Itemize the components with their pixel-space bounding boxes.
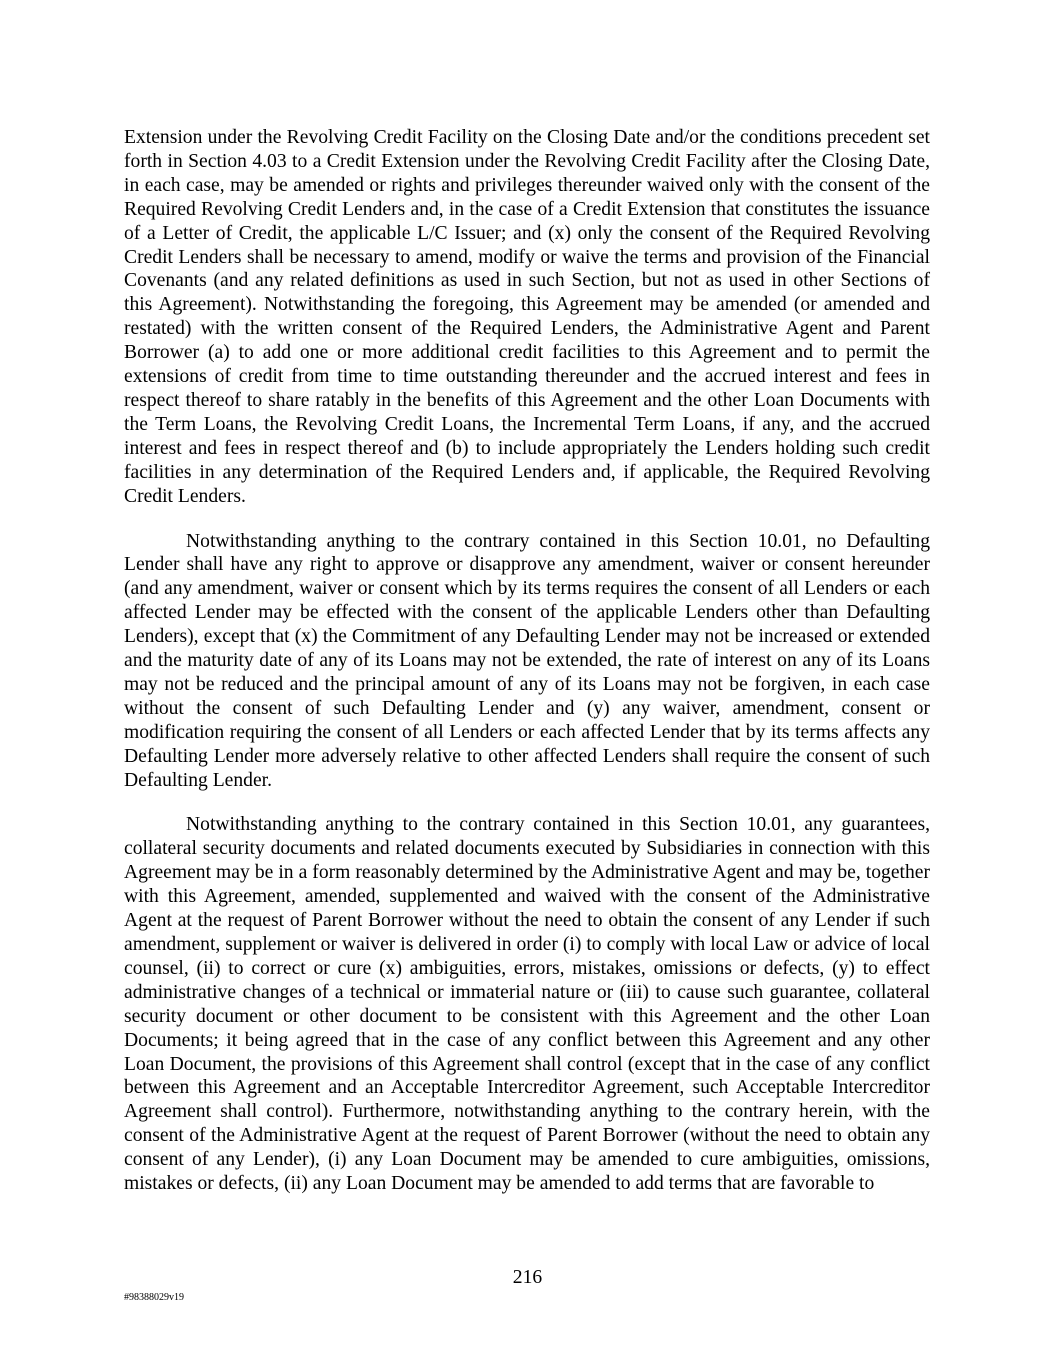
paragraph-defaulting-lender: Notwithstanding anything to the contrary contained in this Section 10.01, no Defaulting Lender shall have any right to approve or disapprove any amendment, waiver or consent hereunder (and any amendment, waiver or consent which by its terms requires the consent of all Lenders or each affected Lender may be effected with the consent of the applicable Lenders other than Defaulting Lenders), except that (x) the Commitment of any Defaulting Lender may not be increased or extended and the maturity date of any of its Loans may not be extended, the rate of interest on any of its Loans may not be reduced and the principal amount of any of its Loans may not be forgiven, in each case without the consent of such Defaulting Lender and (y) any waiver, amendment, consent or modification requiring the consent of all Lenders or each affected Lender that by its terms affects any Defaulting Lender more adversely relative to other affected Lenders shall require the consent of such Defaulting Lender.	[124, 530, 930, 791]
document-body	[124, 126, 930, 1196]
page-number: 216	[512, 1267, 543, 1288]
paragraph-revolving-credit-amendments: Extension under the Revolving Credit Facility on the Closing Date and/or the conditions precedent set forth in Section 4.03 to a Credit Extension under the Revolving Credit Facility after the Closing Date, in each case, may be amended or rights and privileges thereunder waived only with the consent of the Required Revolving Credit Lenders and, in the case of a Credit Extension that constitutes the issuance of a Letter of Credit, the applicable L/C Issuer; and (x) only the consent of the Required Revolving Credit Lenders shall be necessary to amend, modify or waive the terms and provision of the Financial Covenants (and any related definitions as used in such Section, but not as used in other Sections of this Agreement). Notwithstanding the foregoing, this Agreement may be amended (or amended and restated) with the written consent of the Required Lenders, the Administrative Agent and Parent Borrower (a) to add one or more additional credit facilities to this Agreement and to permit the extensions of credit from time to time outstanding thereunder and the accrued interest and fees in respect thereof to share ratably in the benefits of this Agreement and the other Loan Documents with the Term Loans, the Revolving Credit Loans, the Incremental Term Loans, if any, and the accrued interest and fees in respect thereof and (b) to include appropriately the Lenders holding such credit facilities in any determination of the Required Lenders and, if applicable, the Required Revolving Credit Lenders.	[124, 127, 930, 507]
document-id: #98388029v19	[124, 1292, 184, 1303]
paragraph-guarantees-collateral: Notwithstanding anything to the contrary contained in this Section 10.01, any guarantees, collateral security documents and related documents executed by Subsidiaries in connection with this Agreement may be in a form reasonably determined by the Administrative Agent and may be, together with this Agreement, amended, supplemented and waived with the consent of the Administrative Agent at the request of Parent Borrower without the need to obtain the consent of any Lender if such amendment, supplement or waiver is delivered in order (i) to comply with local Law or advice of local counsel, (ii) to correct or cure (x) ambiguities, errors, mistakes, omissions or defects, (y) to effect administrative changes of a technical or immaterial nature or (iii) to cause such guarantee, collateral security document or other document to be consistent with this Agreement and the other Loan Documents; it being agreed that in the case of any conflict between this Agreement and any other Loan Document, the provisions of this Agreement shall control (except that in the case of any conflict between this Agreement and an Acceptable Intercreditor Agreement, such Acceptable Intercreditor Agreement shall control). Furthermore, notwithstanding anything to the contrary herein, with the consent of the Administrative Agent at the request of Parent Borrower (without the need to obtain any consent of any Lender), (i) any Loan Document may be amended to cure ambiguities, omissions, mistakes or defects, (ii) any Loan Document may be amended to add terms that are favorable to	[124, 814, 930, 1195]
